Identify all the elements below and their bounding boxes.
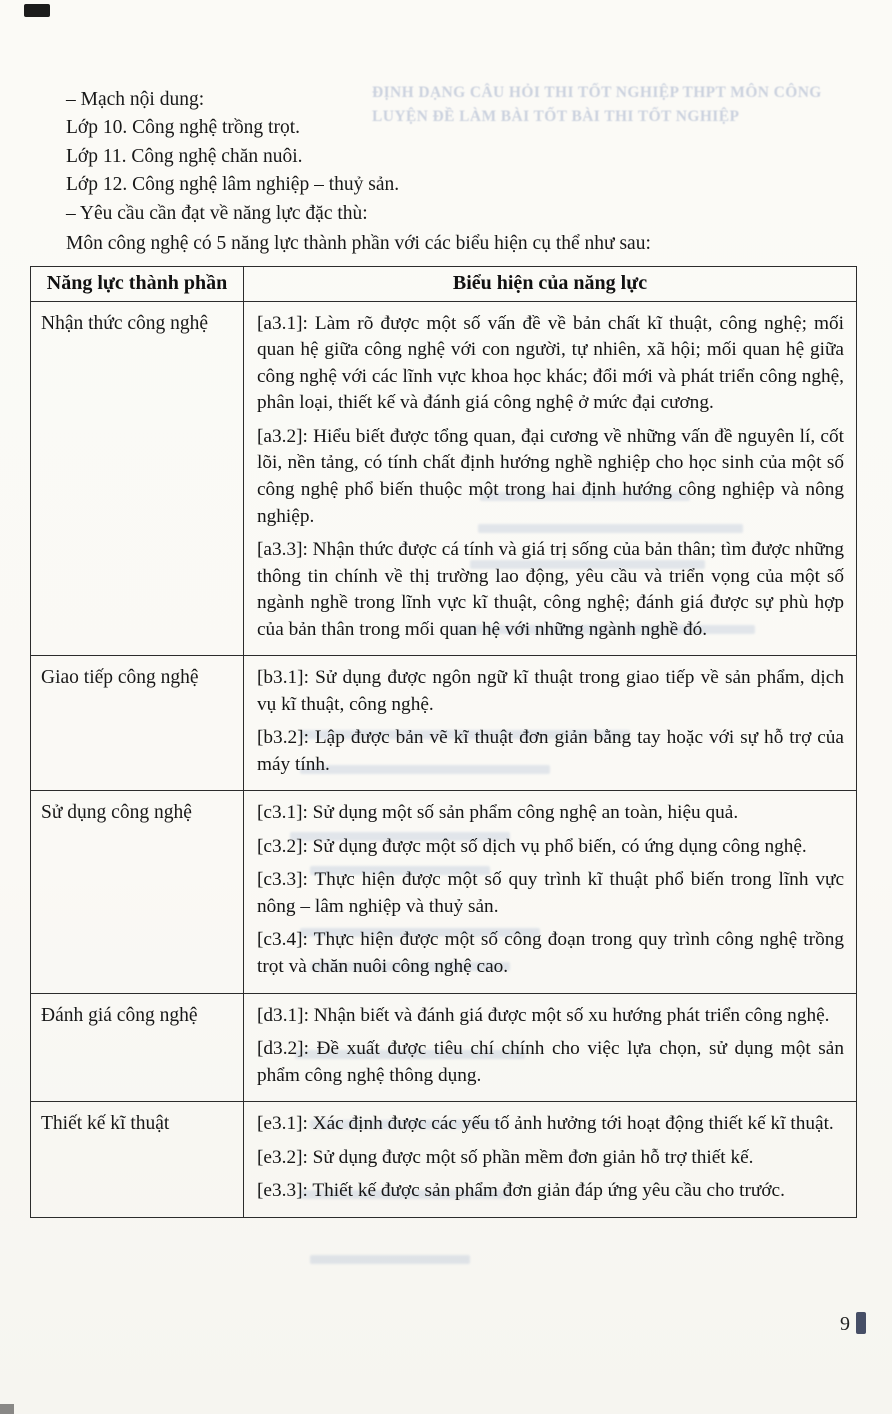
column-header-competency: Năng lực thành phần bbox=[31, 266, 244, 301]
table-row bbox=[31, 1102, 857, 1218]
table-header bbox=[31, 266, 857, 301]
scan-mark bbox=[0, 1404, 14, 1414]
manifestation-item: [b3.1]: Sử dụng được ngôn ngữ kĩ thuật trong giao tiếp về sản phẩm, dịch vụ kĩ thuật, công nghệ. bbox=[257, 667, 844, 715]
competency-cell: Thiết kế kĩ thuật bbox=[31, 1102, 244, 1218]
intro-line: Lớp 11. Công nghệ chăn nuôi. bbox=[66, 145, 303, 167]
scan-mark bbox=[856, 1312, 866, 1334]
competency-cell: Đánh giá công nghệ bbox=[31, 993, 244, 1102]
intro-line: – Mạch nội dung: bbox=[66, 89, 205, 110]
manifestation-cell bbox=[244, 301, 857, 655]
scan-mark bbox=[24, 4, 50, 17]
table-row bbox=[31, 656, 857, 791]
manifestation-cell bbox=[244, 656, 857, 791]
manifestation-cell bbox=[244, 791, 857, 993]
bleedthrough-text: LUYỆN ĐỀ LÀM BÀI TỐT BÀI THI TỐT NGHIỆP bbox=[372, 108, 740, 125]
table-row bbox=[31, 791, 857, 993]
manifestation-item: [c3.1]: Sử dụng một số sản phẩm công nghệ an toàn, hiệu quả. bbox=[257, 802, 739, 824]
manifestation-item: [d3.1]: Nhận biết và đánh giá được một số xu hướng phát triển công nghệ. bbox=[257, 1004, 830, 1026]
intro-line: – Yêu cầu cần đạt về năng lực đặc thù: bbox=[66, 202, 368, 224]
manifestation-item: [b3.2]: Lập được bản vẽ kĩ thuật đơn giản bằng tay hoặc với sự hỗ trợ của máy tính. bbox=[257, 727, 844, 775]
bleedthrough-text: ĐỊNH DẠNG CÂU HỎI THI TỐT NGHIỆP THPT MÔN CÔNG bbox=[372, 84, 822, 101]
page-number: 9 bbox=[840, 1313, 850, 1335]
manifestation-item: [a3.2]: Hiểu biết được tổng quan, đại cương về những vấn đề nguyên lí, cốt lõi, nền tảng, có tính chất định hướng nghề nghiệp cho học sinh của một số công nghệ phổ biến thuộc một trong hai định hướng công nghiệp và nông nghiệp. bbox=[257, 425, 844, 527]
table-row bbox=[31, 993, 857, 1102]
manifestation-cell bbox=[244, 993, 857, 1102]
table-body bbox=[31, 301, 857, 1217]
table-header-row bbox=[31, 266, 857, 301]
intro-line: Lớp 12. Công nghệ lâm nghiệp – thuỷ sản. bbox=[66, 174, 400, 196]
intro-line: Môn công nghệ có 5 năng lực thành phần với các biểu hiện cụ thể như sau: bbox=[66, 233, 651, 255]
manifestation-item: [c3.3]: Thực hiện được một số quy trình kĩ thuật phổ biến trong lĩnh vực nông – lâm nghiệp và thuỷ sản. bbox=[257, 869, 844, 917]
manifestation-cell bbox=[244, 1102, 857, 1218]
competency-cell: Sử dụng công nghệ bbox=[31, 791, 244, 993]
competency-table bbox=[30, 266, 857, 1218]
manifestation-item: [e3.1]: Xác định được các yếu tố ảnh hưởng tới hoạt động thiết kế kĩ thuật. bbox=[257, 1113, 834, 1135]
column-header-manifestation: Biểu hiện của năng lực bbox=[244, 266, 857, 301]
manifestation-item: [c3.4]: Thực hiện được một số công đoạn trong quy trình công nghệ trồng trọt và chăn nuôi công nghệ cao. bbox=[257, 929, 844, 977]
intro-line: Lớp 10. Công nghệ trồng trọt. bbox=[66, 117, 300, 139]
manifestation-item: [d3.2]: Đề xuất được tiêu chí chính cho việc lựa chọn, sử dụng một sản phẩm công nghệ thông dụng. bbox=[257, 1038, 844, 1086]
manifestation-item: [e3.3]: Thiết kế được sản phẩm đơn giản đáp ứng yêu cầu cho trước. bbox=[257, 1180, 785, 1202]
competency-cell: Nhận thức công nghệ bbox=[31, 301, 244, 655]
bleedthrough-artifact bbox=[310, 1255, 470, 1264]
competency-cell: Giao tiếp công nghệ bbox=[31, 656, 244, 791]
manifestation-item: [e3.2]: Sử dụng được một số phần mềm đơn giản hỗ trợ thiết kế. bbox=[257, 1146, 754, 1168]
manifestation-item: [c3.2]: Sử dụng được một số dịch vụ phổ biến, có ứng dụng công nghệ. bbox=[257, 835, 807, 857]
manifestation-item: [a3.1]: Làm rõ được một số vấn đề về bản chất kĩ thuật, công nghệ; mối quan hệ giữa công nghệ với con người, tự nhiên, xã hội; mối quan hệ giữa công nghệ với các lĩnh vực khoa học khác; đổi mới và phát triển công nghệ, phân loại, thiết kế và đánh giá công nghệ ở mức đại cương. bbox=[257, 312, 844, 414]
manifestation-item: [a3.3]: Nhận thức được cá tính và giá trị sống của bản thân; tìm được những thông tin chính về thị trường lao động, yêu cầu và triển vọng của một số ngành nghề trong lĩnh vực kĩ thuật, công nghệ; đánh giá được sự phù hợp của bản thân trong mối quan hệ với những ngành nghề đó. bbox=[257, 539, 844, 640]
intro-section bbox=[30, 86, 858, 259]
table-row bbox=[31, 301, 857, 655]
